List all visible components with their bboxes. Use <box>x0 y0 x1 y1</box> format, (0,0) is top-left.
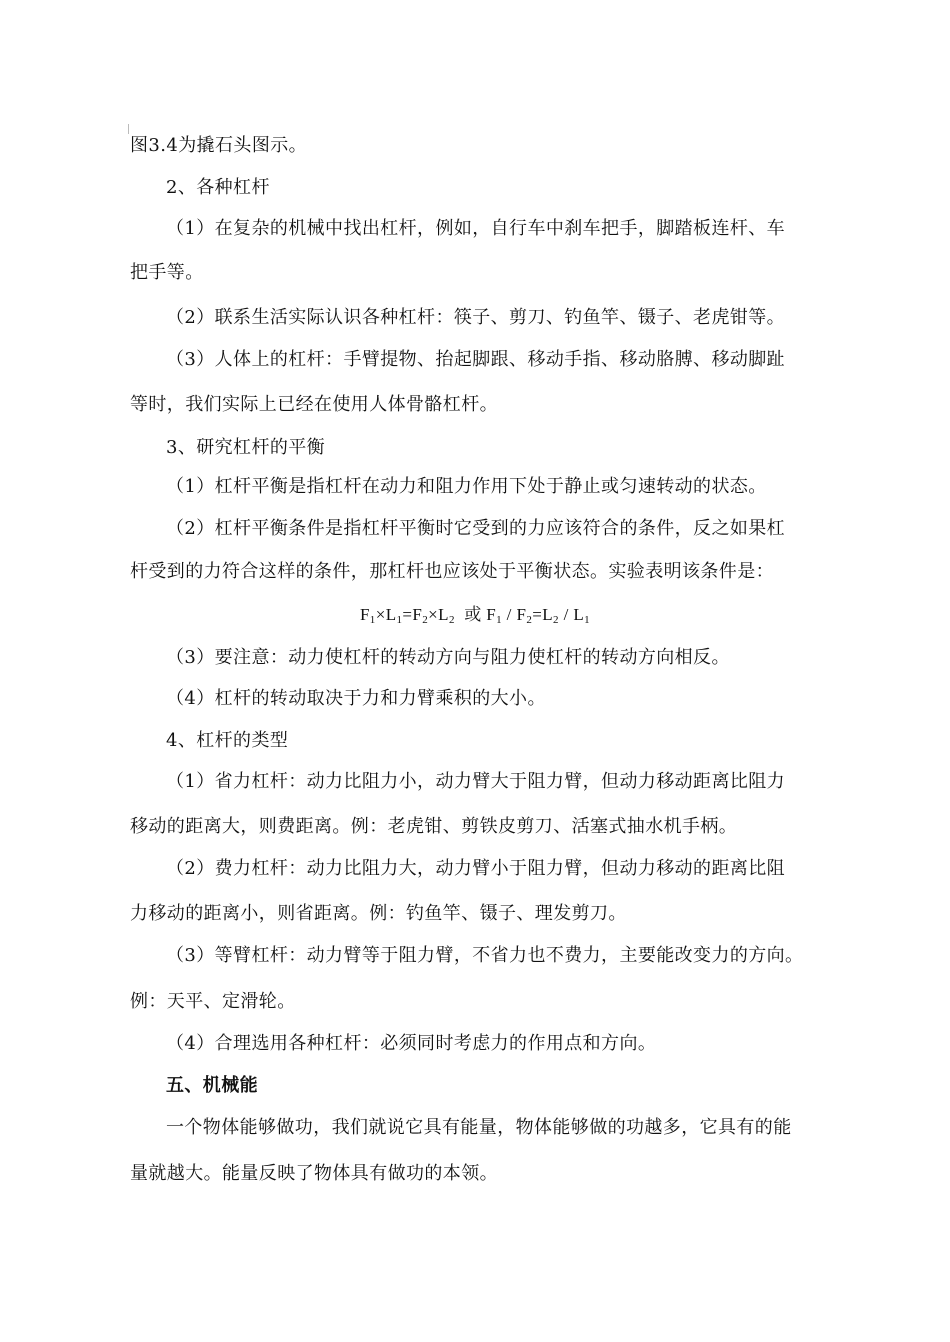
paragraph-line: 等时，我们实际上已经在使用人体骨骼杠杆。 <box>130 394 498 415</box>
paragraph-line: （3）等臂杠杆：动力臂等于阻力臂，不省力也不费力，主要能改变力的方向。 <box>166 945 804 966</box>
balance-formula: $F_1\times L_1=F_2\times L_2$ 或 $F_1 / F_2=L_2 / L_1$ <box>359 605 591 626</box>
paragraph-line: 杆受到的力符合这样的条件，那杠杆也应该处于平衡状态。实验表明该条件是： <box>130 561 774 582</box>
paragraph-line: 例：天平、定滑轮。 <box>130 991 296 1012</box>
figure-caption: 图3.4为撬石头图示。 <box>130 135 308 156</box>
paragraph-line: （1）杠杆平衡是指杠杆在动力和阻力作用下处于静止或匀速转动的状态。 <box>166 476 767 497</box>
paragraph-line: （2）费力杠杆：动力比阻力大，动力臂小于阻力臂，但动力移动的距离比阻 <box>166 858 786 879</box>
section-heading-lever-types: 4、杠杆的类型 <box>166 730 289 751</box>
page-corner-mark <box>128 124 129 134</box>
paragraph-line: 把手等。 <box>130 262 204 283</box>
section-heading-balance: 3、研究杠杆的平衡 <box>166 437 326 458</box>
paragraph-line: 力移动的距离小，则省距离。例：钓鱼竿、镊子、理发剪刀。 <box>130 903 627 924</box>
paragraph-line: 量就越大。能量反映了物体具有做功的本领。 <box>130 1163 498 1184</box>
paragraph-line: （4）合理选用各种杠杆：必须同时考虑力的作用点和方向。 <box>166 1033 657 1054</box>
paragraph-line: 一个物体能够做功，我们就说它具有能量，物体能够做的功越多，它具有的能 <box>166 1117 792 1138</box>
paragraph-line: （3）人体上的杠杆：手臂提物、抬起脚跟、移动手指、移动胳膊、移动脚趾 <box>166 349 786 370</box>
paragraph-line: （1）在复杂的机械中找出杠杆，例如，自行车中刹车把手，脚踏板连杆、车 <box>166 218 786 239</box>
paragraph-line: （2）杠杆平衡条件是指杠杆平衡时它受到的力应该符合的条件，反之如果杠 <box>166 518 786 539</box>
paragraph-line: （1）省力杠杆：动力比阻力小，动力臂大于阻力臂，但动力移动距离比阻力 <box>166 771 786 792</box>
chapter-heading-mechanical-energy: 五、机械能 <box>166 1075 258 1096</box>
paragraph-line: （4）杠杆的转动取决于力和力臂乘积的大小。 <box>166 688 546 709</box>
paragraph-line: （2）联系生活实际认识各种杠杆：筷子、剪刀、钓鱼竿、镊子、老虎钳等。 <box>166 307 786 328</box>
paragraph-line: 移动的距离大，则费距离。例：老虎钳、剪铁皮剪刀、活塞式抽水机手柄。 <box>130 816 738 837</box>
section-heading-levers: 2、各种杠杆 <box>166 177 270 198</box>
paragraph-line: （3）要注意：动力使杠杆的转动方向与阻力使杠杆的转动方向相反。 <box>166 647 730 668</box>
